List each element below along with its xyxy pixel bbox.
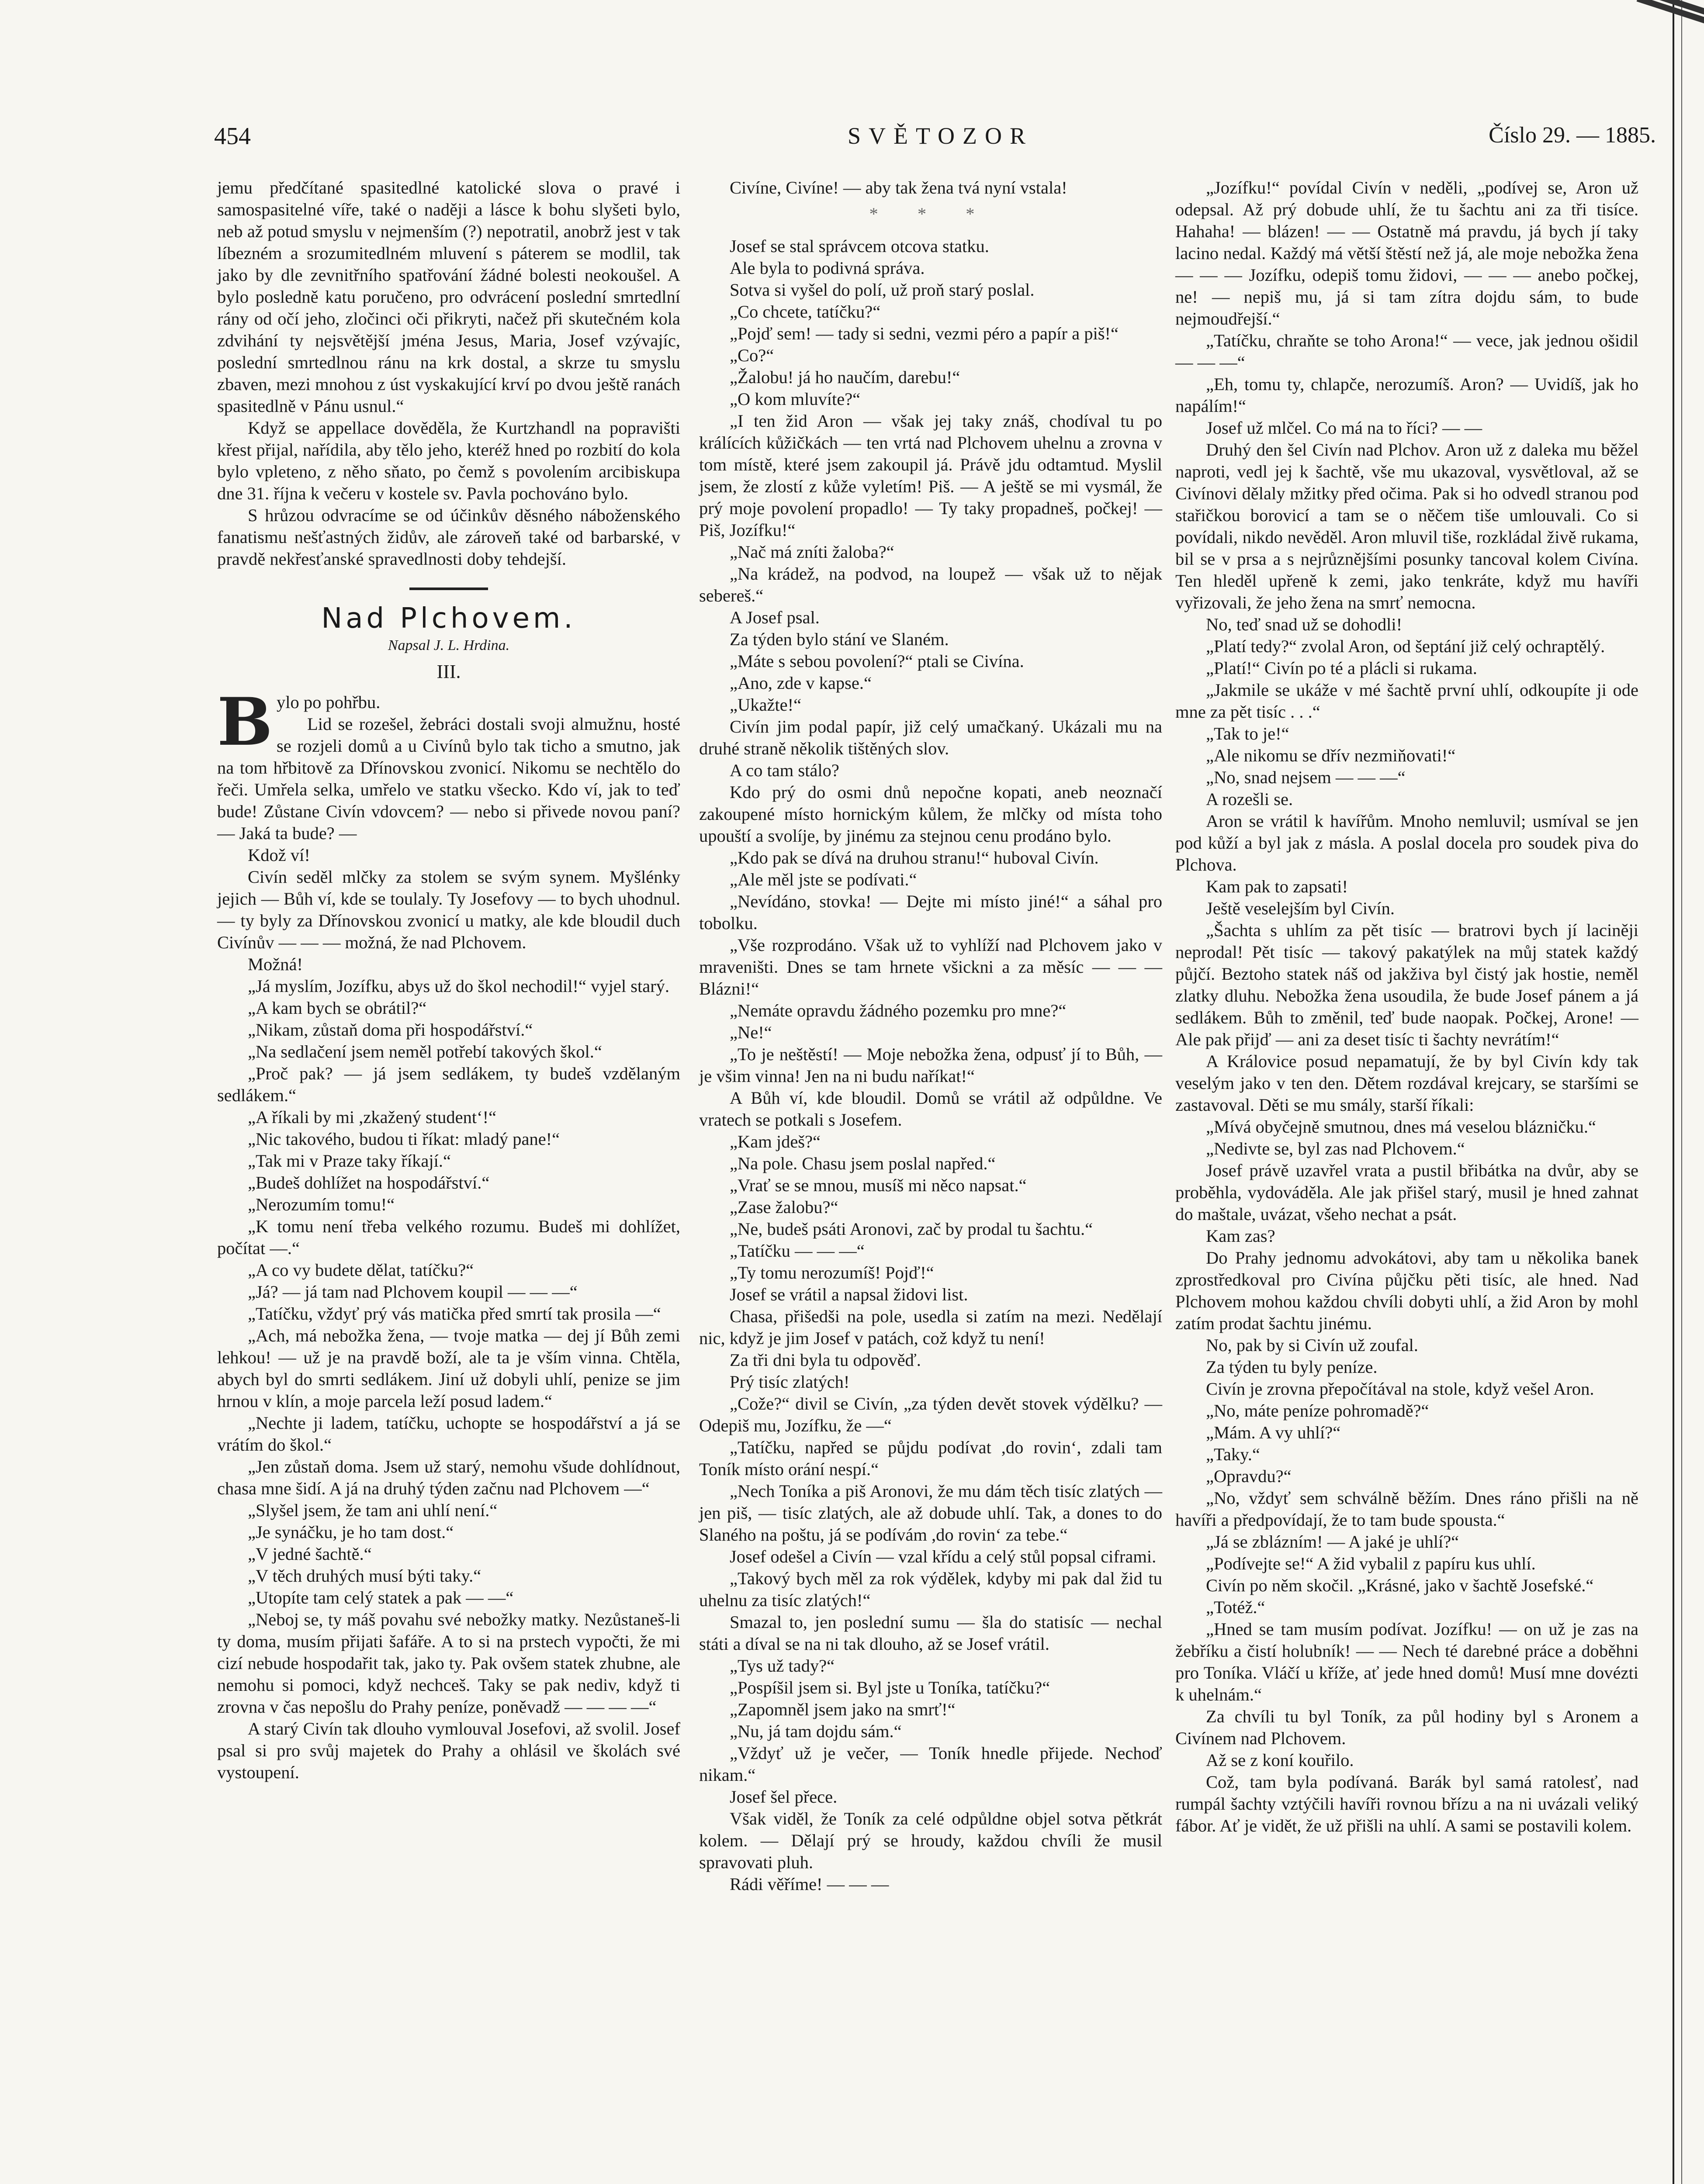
paragraph: „K tomu není třeba velkého rozumu. Budeš mi dohlížet, počítat —.“ <box>217 1216 680 1258</box>
paragraph: „O kom mluvíte?“ <box>730 389 861 409</box>
paragraph: „Takový bych měl za rok výdělek, kdyby mi pak dal žid tu uhelnu za tisíc zlatých!“ <box>699 1569 1162 1610</box>
paragraph: „V těch druhých musí býti taky.“ <box>248 1566 481 1586</box>
paragraph: „Nic takového, budou ti říkat: mladý pane!“ <box>248 1129 560 1149</box>
paragraph: Civín seděl mlčky za stolem se svým synem. Myšlénky jejich — Bůh ví, kde se toulaly. Ty Josefovy — to bych uhodnul. — ty byly za Dřínovskou zvonicí u matky, ale kde bloudil duch Civínův — — — možná, že nad Plchovem. <box>217 867 680 952</box>
paragraph: „Já myslím, Jozífku, abys už do škol nechodil!“ vyjel starý. <box>248 976 670 996</box>
paragraph: Smazal to, jen poslední sumu — šla do statisíc — nechal státi a díval se na ni tak dlouho, až se Josef vrátil. <box>699 1612 1162 1654</box>
drop-cap: B <box>217 684 273 760</box>
paragraph: „Zapomněl jsem jako na smrť!“ <box>730 1700 956 1719</box>
paragraph: Což, tam byla podívaná. Barák byl samá ratolesť, nad rumpál šachty vztýčili havíři rovnou břízu a na ni uvázali veliký fábor. Ať je vidět, že už přišli na uhlí. A sami se postavili kolem. <box>1175 1772 1638 1835</box>
paragraph: Však viděl, že Toník za celé odpůldne objel sotva pětkrát kolem. — Dělají prý se hroudy, každou chvíli že musil spravovati pluh. <box>699 1809 1162 1872</box>
paragraph: No, pak by si Civín už zoufal. <box>1206 1335 1418 1355</box>
paragraph: „Nu, já tam dojdu sám.“ <box>730 1721 902 1741</box>
paragraph: „Tatíčku, chraňte se toho Arona!“ — vece, jak jednou ošidil — — —“ <box>1175 331 1638 372</box>
paragraph: „Šachta s uhlím za pět tisíc — bratrovi bych jí laciněji neprodal! Pět tisíc — takový pakatýlek na můj statek každý půjčí. Beztoho statek náš od jakživa byl čistý jak hostie, neměl zlatky dluhu. Nebožka žena usoudila, že bude Josef pánem a já sedlákem. Bůh to změnil, teď bude naopak. Počkej, Arone! — Ale pak přijď — ani za deset tisíc ti šachty nevrátím!“ <box>1175 920 1638 1049</box>
paragraph: „Hned se tam musím podívat. Jozífku! — on už je zas na žebříku a čistí holubník! — — Nech té darebné práce a doběhni pro Toníka. Vláčí u kříže, ať jede hned domů! Musí mne dovézti k uhelnám.“ <box>1175 1619 1638 1704</box>
paragraph: „Slyšel jsem, že tam ani uhlí není.“ <box>248 1500 498 1520</box>
chapter-number: III. <box>436 661 461 682</box>
paragraph: Kam pak to zapsati! <box>1206 877 1348 896</box>
paragraph: „Ale měl jste se podívati.“ <box>730 870 917 889</box>
paragraph: Za týden tu byly peníze. <box>1206 1357 1378 1377</box>
paragraph: Sotva si vyšel do polí, už proň starý poslal. <box>730 280 1035 300</box>
paragraph: „Podívejte se!“ A žid vybalil z papíru kus uhlí. <box>1206 1554 1536 1573</box>
paragraph: „V jedné šachtě.“ <box>248 1544 372 1564</box>
paragraph: „Mám. A vy uhlí?“ <box>1206 1423 1341 1442</box>
paragraph: Civín po něm skočil. „Krásné, jako v šachtě Josefské.“ <box>1206 1576 1594 1595</box>
paragraph: „Platí tedy?“ zvolal Aron, od šeptání již celý ochraptělý. <box>1206 636 1605 656</box>
issue-number: Číslo 29. — 1885. <box>1489 123 1656 148</box>
paragraph: „Co?“ <box>730 346 774 365</box>
paragraph: „A říkali by mi ,zkažený student‘!“ <box>248 1107 497 1127</box>
paragraph: „Nikam, zůstaň doma při hospodářství.“ <box>248 1020 533 1040</box>
paragraph: A starý Civín tak dlouho vymlouval Josefovi, až svolil. Josef psal si pro svůj majetek do Prahy a ohlásil ve školách své vystoupení. <box>217 1719 680 1782</box>
paragraph: „A co vy budete dělat, tatíčku?“ <box>248 1260 474 1280</box>
paragraph: Ale byla to podivná správa. <box>730 258 925 278</box>
paragraph: „Jen zůstaň doma. Jsem už starý, nemohu všude dohlídnout, chasa mne šidí. A já na druhý týden začnu nad Plchovem —“ <box>217 1457 680 1498</box>
paragraph: Rádi věříme! — — — <box>730 1874 889 1894</box>
paragraph: „Proč pak? — já jsem sedlákem, ty budeš vzdělaným sedlákem.“ <box>217 1064 680 1105</box>
paragraph: „Nedivte se, byl zas nad Plchovem.“ <box>1206 1139 1465 1158</box>
paragraph: A Bůh ví, kde bloudil. Domů se vrátil až odpůldne. Ve vratech se potkali s Josefem. <box>699 1088 1162 1130</box>
paragraph: „Budeš dohlížet na hospodářství.“ <box>248 1173 490 1192</box>
paragraph: Za tři dni byla tu odpověď. <box>730 1350 921 1370</box>
column-1 <box>217 177 680 1783</box>
paragraph: „Platí!“ Civín po té a plácli si rukama. <box>1206 658 1477 678</box>
paragraph: A co tam stálo? <box>730 760 839 780</box>
paragraph: „Žalobu! já ho naučím, darebu!“ <box>730 367 960 387</box>
paragraph: „No, snad nejsem — — —“ <box>1206 767 1406 787</box>
paragraph: Civín jim podal papír, již celý umačkaný. Ukázali mu na druhé straně několik tištěných slov. <box>699 717 1162 758</box>
paragraph: A rozešli se. <box>1206 789 1293 809</box>
paragraph: „I ten žid Aron — však jej taky znáš, chodíval tu po králících kůžičkách — ten vrtá nad Plchovem uhelnu a zrovna v tom místě, které jsem zakoupil já. Právě jdu odtamtud. Myslil jsem, že zlostí z kůže vyletím! Piš. — A ještě se mi vysmál, že prý moje povolení propadlo! — Ty taky propadneš, počkej! — Piš, Jozífku!“ <box>699 411 1162 540</box>
paragraph: Až se z koní kouřilo. <box>1206 1750 1354 1770</box>
paragraph: Kdož ví! <box>248 845 310 865</box>
paragraph: Do Prahy jednomu advokátovi, aby tam u několika banek zprostředkoval pro Civína půjčku pěti tisíc, ale hned. Nad Plchovem mohou každou chvíli dobyti uhlí, a žid Aron by mohl zatím prodat šachtu jinému. <box>1175 1248 1638 1333</box>
paragraph: „Jakmile se ukáže v mé šachtě první uhlí, odkoupíte ji ode mne za pět tisíc . . .“ <box>1175 680 1638 722</box>
opening-paragraph <box>217 684 680 760</box>
paragraph: „Tatíčku, vždyť prý vás matička před smrtí tak prosila —“ <box>248 1304 661 1324</box>
paragraph: Ještě veselejším byl Civín. <box>1206 898 1395 918</box>
paragraph: „Na sedlačení jsem neměl potřebí takových škol.“ <box>248 1042 602 1061</box>
paragraph: „Mívá obyčejně smutnou, dnes má veselou blázničku.“ <box>1206 1117 1596 1137</box>
paragraph: „Nech Toníka a piš Aronovi, že mu dám těch tisíc zlatých — jen piš, — tisíc zlatých, ale až dobude uhlí. Tak, a dones to do Slaného na poštu, já se podívám ,do rovin‘ za tebe.“ <box>699 1481 1162 1545</box>
paragraph: „No, máte peníze pohromadě?“ <box>1206 1401 1429 1420</box>
paragraph: „Kdo pak se dívá na druhou stranu!“ huboval Civín. <box>730 848 1099 867</box>
column-3 <box>1175 177 1638 1837</box>
paragraph: A Královice posud nepamatují, že by byl Civín kdy tak veselým jako v ten den. Dětem rozdával krejcary, se staršími se zastavoval. Děti se mu smály, starší říkali: <box>1175 1051 1638 1115</box>
paragraph: Možná! <box>248 954 303 974</box>
paragraph: „Nač má zníti žaloba?“ <box>730 542 894 562</box>
paragraph: Lid se rozešel, žebráci dostali svoji almužnu, hosté se rozjeli domů a u Civínů bylo tak ticho a smutno, jak na tom hřbitově za Dřínovskou zvonicí. Nikomu se nechtělo do řeči. Umřela selka, umřelo ve statku všecko. Kdo ví, jak to teď bude! Zůstane Civín vdovcem? — nebo si přivede novou paní? — Jaká ta bude? — <box>217 714 680 843</box>
paragraph: „Nemáte opravdu žádného pozemku pro mne?“ <box>730 1001 1067 1020</box>
story-byline: Napsal J. L. Hrdina. <box>388 637 510 653</box>
paragraph: Druhý den šel Civín nad Plchov. Aron už z daleka mu běžel naproti, vedl jej k šachtě, vše mu ukazoval, vysvětloval, až se Civínovi dělaly mžitky před očima. Pak si ho odvedl stranou pod stařičkou borovicí a tam se o něčem tiše umlouvali. Co si povídali, nikdo nevěděl. Aron mluvil tiše, rozkládal živě rukama, bil se v prsa a s nejrůznějšími posunky tancoval kolem Civína. Ten hleděl upřeně k zemi, jako tenkráte, když mu havíři vyřizovali, že jeho žena na smrť nemocna. <box>1175 440 1638 612</box>
paragraph: „Ach, má nebožka žena, — tvoje matka — dej jí Bůh zemi lehkou! — už je na pravdě boží, ale ta je vším vinna. Chtěla, abych byl do smrti sedlákem. Jiní už dobyli uhlí, penize se jim hrnou v klín, a moje parcela leží posud ladem.“ <box>217 1326 680 1411</box>
paragraph: „To je neštěstí! — Moje nebožka žena, odpusť jí to Bůh, — je všim vinna! Jen na ni budu naříkat!“ <box>699 1044 1162 1086</box>
paragraph: „A kam bych se obrátil?“ <box>248 998 427 1018</box>
paragraph: „Kam jdeš?“ <box>730 1132 821 1151</box>
paragraph: „Vždyť už je večer, — Toník hnedle přijede. Nechoď nikam.“ <box>699 1743 1162 1785</box>
paragraph: „Eh, tomu ty, chlapče, nerozumíš. Aron? — Uvidíš, jak ho napálím!“ <box>1175 374 1638 416</box>
paragraph: „Pojď sem! — tady si sedni, vezmi péro a papír a piš!“ <box>730 324 1119 343</box>
paragraph: Josef už mlčel. Co má na to říci? — — <box>1206 418 1482 438</box>
paragraph: „Ty tomu nerozumíš! Pojď!“ <box>730 1263 934 1282</box>
paragraph: „Já? — já tam nad Plchovem koupil — — —“ <box>248 1282 578 1302</box>
paragraph: „Cože?“ divil se Civín, „za týden devět stovek výdělku? — Odepiš mu, Jozífku, že —“ <box>699 1394 1162 1435</box>
page-border-line-inner <box>1681 0 1682 2184</box>
paragraph: Prý tisíc zlatých! <box>730 1372 850 1392</box>
paragraph: Civín je zrovna přepočítával na stole, když vešel Aron. <box>1206 1379 1594 1399</box>
paragraph: „Neboj se, ty máš povahu své nebožky matky. Nezůstaneš-li ty doma, musím přijati šafáře. A to si na prstech vypočti, že mi cizí nebude hospodařit tak, jako ty. Pak ovšem statek zhubne, ale nemohu si pomoci, když nechceš. Taky se pak nediv, když ti zrovna v čas nepošlu do Prahy peníze, poněvadž — — — —“ <box>217 1610 680 1717</box>
paragraph: „Vrať se se mnou, musíš mi něco napsat.“ <box>730 1175 1027 1195</box>
paragraph: „Já se zblázním! — A jaké je uhlí?“ <box>1206 1532 1459 1552</box>
page-header <box>214 118 1656 157</box>
paragraph: „Tatíčku, napřed se půjdu podívat ,do rovin‘, zdali tam Toník místo orání nespí.“ <box>699 1438 1162 1479</box>
corner-stripes <box>1612 0 1704 26</box>
section-divider <box>409 587 488 590</box>
paragraph: „Ne, budeš psáti Aronovi, zač by prodal tu šachtu.“ <box>730 1219 1093 1239</box>
paragraph: Když se appellace dověděla, že Kurtzhandl na popravišti křest přijal, nařídila, aby tělo jeho, kteréž hned po rozbití do kola bylo vpleteno, z něho sňato, po čemž s povolením arcibiskupa dne 31. října k večeru v kostele sv. Pavla pochováno bylo. <box>217 418 680 503</box>
journal-title: SVĚTOZOR <box>848 123 1034 149</box>
paragraph: Kam zas? <box>1206 1226 1275 1246</box>
paragraph: Aron se vrátil k havířům. Mnoho nemluvil; usmíval se jen pod kůží a byl jak z másla. A poslal docela pro soudek piva do Plchova. <box>1175 811 1638 874</box>
paragraph: Chasa, přišedši na pole, usedla si zatím na mezi. Nedělají nic, když je jim Josef v patách, což když tu není! <box>699 1306 1162 1348</box>
paragraph: „Na pole. Chasu jsem poslal napřed.“ <box>730 1154 996 1173</box>
paragraph: „Ukažte!“ <box>730 695 802 715</box>
paragraph: „Nevídáno, stovka! — Dejte mi místo jiné!“ a sáhal pro tobolku. <box>699 892 1162 933</box>
paragraph: Josef šel přece. <box>730 1787 838 1807</box>
paragraph: No, teď snad už se dohodli! <box>1206 615 1403 634</box>
paragraph: Kdo prý do osmi dnů nepočne kopati, aneb neoznačí zakoupené místo hornickým kůlem, že mlčky od místa toho upouští a svolíje, by jinému za stejnou cenu prodáno bylo. <box>699 782 1162 846</box>
paragraph: jemu předčítané spasitedlné katolické slova o pravé i samospasitelné víře, také o naději a lásce k bohu slyšeti bylo, neb až potud smyslu v nejmenším (?) nepotratil, anobrž jest v tak líbezném a srozumitedlném mluvení s páterem se modlil, tak jako by dle zevnitřního spatřování žádné bolesti neokoušel. A bylo posledně katu poručeno, pro odvrácení poslední smrtedlní rány od očí jeho, zločinci oči přikryti, načež při skutečném kola zdvihání ty nejsvětější jména Jesus, Maria, Josef vzývajíc, poslední smrtedlnou ránu na krk dostal, a skrze tu smyslu zbaven, mezi mnohou z úst vyskakující krví po dvou ještě ranách spasitedlně v Pánu usnul.“ <box>217 178 680 416</box>
paragraph: „Tak mi v Praze taky říkají.“ <box>248 1151 451 1171</box>
paragraph: „Vše rozprodáno. Však už to vyhlíží nad Plchovem jako v mraveništi. Dnes se tam hrnete všickni a za měsíc — — — Blázni!“ <box>699 935 1162 999</box>
paragraph: „Tak to je!“ <box>1206 724 1289 743</box>
paragraph: Josef se vrátil a napsal židovi list. <box>730 1285 968 1304</box>
paragraph: S hrůzou odvracíme se od účinkův děsného náboženského fanatismu nešťastných židův, ale zároveň také od barbarské, v pravdě nekřesťanské spravedlnosti doby tehdejší. <box>217 505 680 569</box>
paragraph: „Pospíšil jsem si. Byl jste u Toníka, tatíčku?“ <box>730 1678 1050 1697</box>
page-border-line <box>1673 0 1674 2184</box>
page-number: 454 <box>214 123 251 150</box>
paragraph: Josef právě uzavřel vrata a pustil břibátka na dvůr, aby se proběhla, vydováděla. Ale jak přišel starý, musil je hned zahnat do maštale, uvázat, všeho nechat a psát. <box>1175 1161 1638 1224</box>
paragraph: „Utopíte tam celý statek a pak — —“ <box>248 1588 514 1607</box>
paragraph: „Ne!“ <box>730 1023 772 1042</box>
paragraph: „Jozífku!“ povídal Civín v neděli, „podívej se, Aron už odepsal. Až prý dobude uhlí, že tu šachtu ani za tři tisíce. Hahaha! — blázen! — — Ostatně má pravdu, já bych jí taky lacino nedal. Každý má větší štěstí než já, ale moje nebožka žena — — — Jozífku, odepiš tomu židovi, — — — anebo počkej, ne! — nepiš mu, já si tam zítra dojdu sám, to bude nejmoudřejší.“ <box>1175 178 1638 328</box>
paragraph: A Josef psal. <box>730 608 820 627</box>
paragraph: Civíne, Civíne! — aby tak žena tvá nyní vstala! <box>730 178 1067 197</box>
paragraph: „Je synáčku, je ho tam dost.“ <box>248 1522 454 1542</box>
paragraph: „Tatíčku — — —“ <box>730 1241 865 1261</box>
paragraph: „Ale nikomu se dřív nezmiňovati!“ <box>1206 746 1456 765</box>
paragraph: Josef se stal správcem otcova statku. <box>730 236 989 256</box>
column-2 <box>699 177 1162 1895</box>
paragraph: „Tys už tady?“ <box>730 1656 835 1676</box>
paragraph: „Na krádež, na podvod, na loupež — však už to nějak sebereš.“ <box>699 564 1162 605</box>
section-stars: * * * <box>869 204 992 224</box>
paragraph: „Zase žalobu?“ <box>730 1197 838 1217</box>
paragraph: „Totéž.“ <box>1206 1597 1265 1617</box>
paragraph: „No, vždyť sem schválně běžím. Dnes ráno přišli na ně havíři a předpovídají, že to tam bude spousta.“ <box>1175 1488 1638 1530</box>
paragraph: „Máte s sebou povolení?“ ptali se Civína. <box>730 651 1024 671</box>
paragraph: Za týden bylo stání ve Slaném. <box>730 629 949 649</box>
paragraph: „Nerozumím tomu!“ <box>248 1195 395 1214</box>
paragraph: „Opravdu?“ <box>1206 1466 1292 1486</box>
paragraph: Za chvíli tu byl Toník, za půl hodiny byl s Aronem a Civínem nad Plchovem. <box>1175 1707 1638 1748</box>
story-title: Nad Plchovem. <box>321 602 576 635</box>
paragraph: „Ano, zde v kapse.“ <box>730 673 872 693</box>
opening-words: ylo po pohřbu. <box>277 692 381 712</box>
paragraph: Josef odešel a Civín — vzal křídu a celý stůl popsal ciframi. <box>730 1547 1157 1566</box>
paragraph: „Co chcete, tatíčku?“ <box>730 302 881 321</box>
paragraph: „Nechte ji ladem, tatíčku, uchopte se hospodářství a já se vrátím do škol.“ <box>217 1413 680 1455</box>
paragraph: „Taky.“ <box>1206 1444 1260 1464</box>
